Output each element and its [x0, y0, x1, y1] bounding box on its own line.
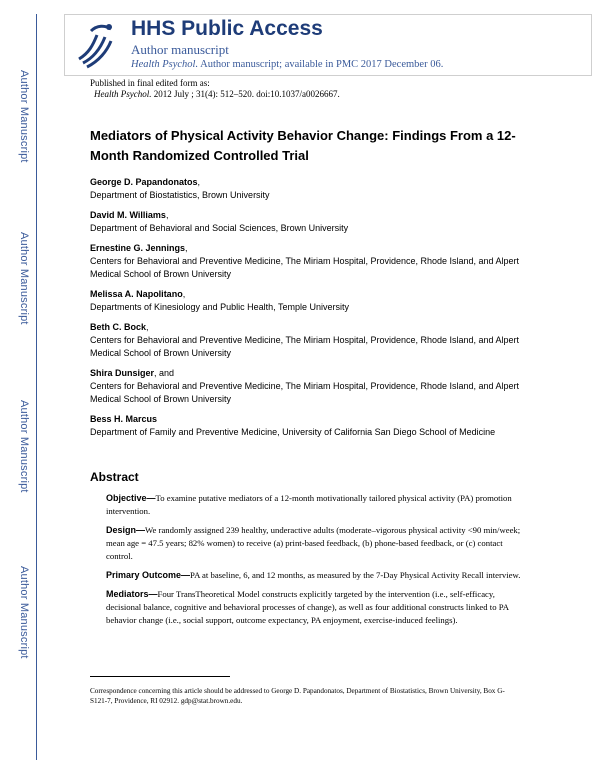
section-text: We randomly assigned 239 healthy, underactive adults (moderate–vigorous physical activity <90 min/week; mean age = 47.5 years; 82% women) to receive (a) print-based feedback, (b) phone-based feedback, or (c) contact control.	[106, 525, 521, 561]
author-name: David M. Williams	[90, 210, 166, 220]
author-entry	[90, 288, 530, 314]
sidebar-rule	[36, 14, 37, 760]
author-entry	[90, 321, 530, 360]
sidebar-label-4: Author Manuscript	[18, 566, 30, 659]
section-label: Mediators—	[106, 589, 158, 599]
section-label: Design—	[106, 525, 146, 535]
abstract-design	[106, 524, 526, 563]
author-affiliation: Departments of Kinesiology and Public Health, Temple University	[90, 302, 349, 312]
availability-text: Author manuscript; available in PMC 2017 December 06.	[200, 59, 444, 70]
citation-journal: Health Psychol.	[94, 89, 152, 99]
section-text: PA at baseline, 6, and 12 months, as measured by the 7-Day Physical Activity Recall interview.	[190, 570, 521, 580]
author-name: Beth C. Bock	[90, 322, 147, 332]
author-affiliation: Centers for Behavioral and Preventive Medicine, The Miriam Hospital, Providence, Rhode Island, and Alpert Medical School of Brown University	[90, 381, 520, 404]
author-suffix: ,	[182, 289, 186, 299]
correspondence-note: Correspondence concerning this article should be addressed to George D. Papandonatos, Department of Biostatistics, Brown University, Box G-S121-7, Providence, RI 02912. gdp@stat.brown.edu.	[90, 687, 505, 705]
section-label: Primary Outcome—	[106, 570, 191, 580]
author-affiliation: Department of Family and Preventive Medicine, University of California San Diego School of Medicine	[90, 427, 496, 437]
article-title: Mediators of Physical Activity Behavior Change: Findings From a 12-Month Randomized Controlled Trial	[90, 128, 516, 163]
author-entry	[90, 209, 530, 235]
availability-journal: Health Psychol.	[131, 59, 199, 70]
author-affiliation: Centers for Behavioral and Preventive Medicine, The Miriam Hospital, Providence, Rhode Island, and Alpert Medical School of Brown University	[90, 256, 520, 279]
abstract-mediators	[106, 588, 526, 627]
author-name: Shira Dunsiger	[90, 368, 155, 378]
abstract-objective	[106, 492, 526, 518]
author-affiliation: Department of Behavioral and Social Sciences, Brown University	[90, 223, 349, 233]
author-affiliation: Centers for Behavioral and Preventive Medicine, The Miriam Hospital, Providence, Rhode Island, and Alpert Medical School of Brown University	[90, 335, 520, 358]
author-entry	[90, 242, 530, 281]
section-text: To examine putative mediators of a 12-month motivationally tailored physical activity (PA) promotion intervention.	[106, 493, 512, 516]
author-name: George D. Papandonatos	[90, 177, 198, 187]
published-in-label: Published in final edited form as:	[90, 78, 210, 88]
author-suffix: ,	[165, 210, 169, 220]
citation-line	[90, 89, 340, 100]
section-text: Four TransTheoretical Model constructs explicitly targeted by the intervention (i.e., self-efficacy, decisional balance, cognitive and behavioral processes of change), as well as four additional constructs linked to PA behavior change (i.e., social support, outcome expectancy, PA enjoyment, exercise-induced feelings).	[106, 589, 509, 625]
author-list	[90, 176, 530, 446]
section-label: Objective—	[106, 493, 156, 503]
abstract-primary-outcome	[106, 569, 526, 582]
author-name: Melissa A. Napolitano	[90, 289, 183, 299]
author-name: Ernestine G. Jennings	[90, 243, 186, 253]
author-suffix: , and	[154, 368, 175, 378]
author-suffix: ,	[146, 322, 149, 332]
author-entry	[90, 367, 530, 406]
hhs-subtitle: Author manuscript	[131, 42, 229, 57]
abstract-body	[106, 492, 526, 633]
sidebar-label-3: Author Manuscript	[18, 400, 30, 493]
author-entry	[90, 413, 530, 439]
citation-details: 2012 July ; 31(4): 512–520. doi:10.1037/a0026667.	[153, 89, 340, 99]
sidebar-label-1: Author Manuscript	[18, 70, 30, 163]
availability-line	[131, 59, 443, 70]
author-name: Bess H. Marcus	[90, 414, 158, 424]
author-suffix: ,	[185, 243, 188, 253]
hhs-eagle-logo-icon	[71, 19, 119, 71]
author-suffix: ,	[197, 177, 201, 187]
footnote-rule	[90, 676, 230, 677]
abstract-heading: Abstract	[90, 470, 139, 484]
author-entry	[90, 176, 530, 202]
author-affiliation: Department of Biostatistics, Brown University	[90, 190, 270, 200]
hhs-title: HHS Public Access	[131, 17, 323, 40]
sidebar-label-2: Author Manuscript	[18, 232, 30, 325]
publication-info	[90, 78, 340, 100]
hhs-header	[64, 14, 592, 76]
